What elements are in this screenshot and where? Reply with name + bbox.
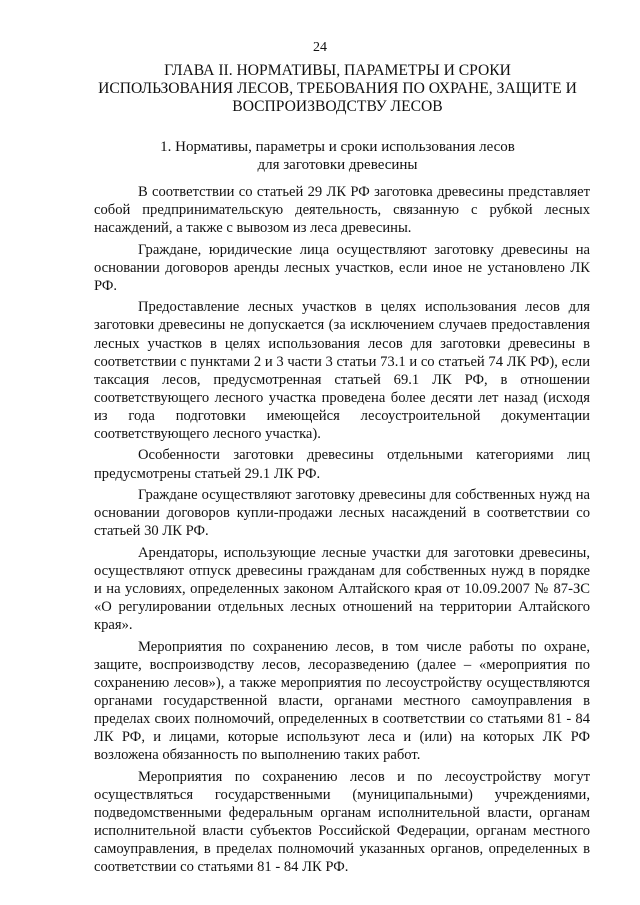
section-title-line: для заготовки древесины: [257, 157, 418, 173]
paragraph: Арендаторы, использующие лесные участки для заготовки древесины, осуществляют отпуск древесины гражданам для собственных нужд в порядке и на условиях, определенных законом Алтайского края от 10.09.2007 № 87-ЗС «О регулировании отдельных лесных отношений на территории Алтайского края».: [94, 544, 590, 634]
paragraph: Мероприятия по сохранению лесов, в том числе работы по охране, защите, воспроизводству лесов, лесоразведению (далее – «мероприятия по сохранению лесов»), а также мероприятия по лесоустройству осуществляются органами государственной власти, органами местного самоуправления в пределах своих полномочий, определенных в соответствии со статьями 81 - 84 ЛК РФ, и лицами, которые используют леса и (или) на которых ЛК РФ возложена обязанность по выполнению таких работ.: [94, 638, 590, 764]
page-number: 24: [313, 40, 327, 55]
paragraph: Предоставление лесных участков в целях использования лесов для заготовки древесины не допускается (за исключением случаев предоставления лесных участков в целях использования лесов для заготовки древесины в соответствии с пунктами 2 и 3 части 3 статьи 73.1 и со статьей 74 ЛК РФ), если таксация лесов, предусмотренная статьей 69.1 ЛК РФ, в отношении соответствующего лесного участка проведена более десяти лет назад (исходя из года подготовки имеющейся лесоустроительной документации соответствующего лесного участка).: [94, 299, 590, 442]
chapter-title: [95, 62, 580, 116]
section-title-line: 1. Нормативы, параметры и сроки использования лесов: [160, 139, 515, 155]
body-text: [94, 183, 590, 880]
section-title: [120, 138, 555, 174]
chapter-title-line: ВОСПРОИЗВОДСТВУ ЛЕСОВ: [232, 98, 443, 115]
paragraph: Граждане, юридические лица осуществляют заготовку древесины на основании договоров аренды лесных участков, если иное не установлено ЛК РФ.: [94, 241, 590, 294]
chapter-title-line: ГЛАВА II. НОРМАТИВЫ, ПАРАМЕТРЫ И СРОКИ: [164, 62, 511, 79]
paragraph: В соответствии со статьей 29 ЛК РФ заготовка древесины представляет собой предпринимательскую деятельность, связанную с рубкой лесных насаждений, а также с вывозом из леса древесины.: [94, 184, 590, 237]
paragraph: Мероприятия по сохранению лесов и по лесоустройству могут осуществляться государственными (муниципальными) учреждениями, подведомственными федеральным органам исполнительной власти, органам исполнительной власти субъектов Российской Федерации, органам местного самоуправления, в пределах полномочий указанных органов, определенных в соответствии со статьями 81 - 84 ЛК РФ.: [94, 768, 590, 876]
paragraph: Особенности заготовки древесины отдельными категориями лиц предусмотрены статьей 29.1 ЛК РФ.: [94, 447, 590, 482]
paragraph: Граждане осуществляют заготовку древесины для собственных нужд на основании договоров купли-продажи лесных насаждений в соответствии со статьей 30 ЛК РФ.: [94, 487, 590, 540]
chapter-title-line: ИСПОЛЬЗОВАНИЯ ЛЕСОВ, ТРЕБОВАНИЯ ПО ОХРАНЕ, ЗАЩИТЕ И: [98, 80, 577, 97]
